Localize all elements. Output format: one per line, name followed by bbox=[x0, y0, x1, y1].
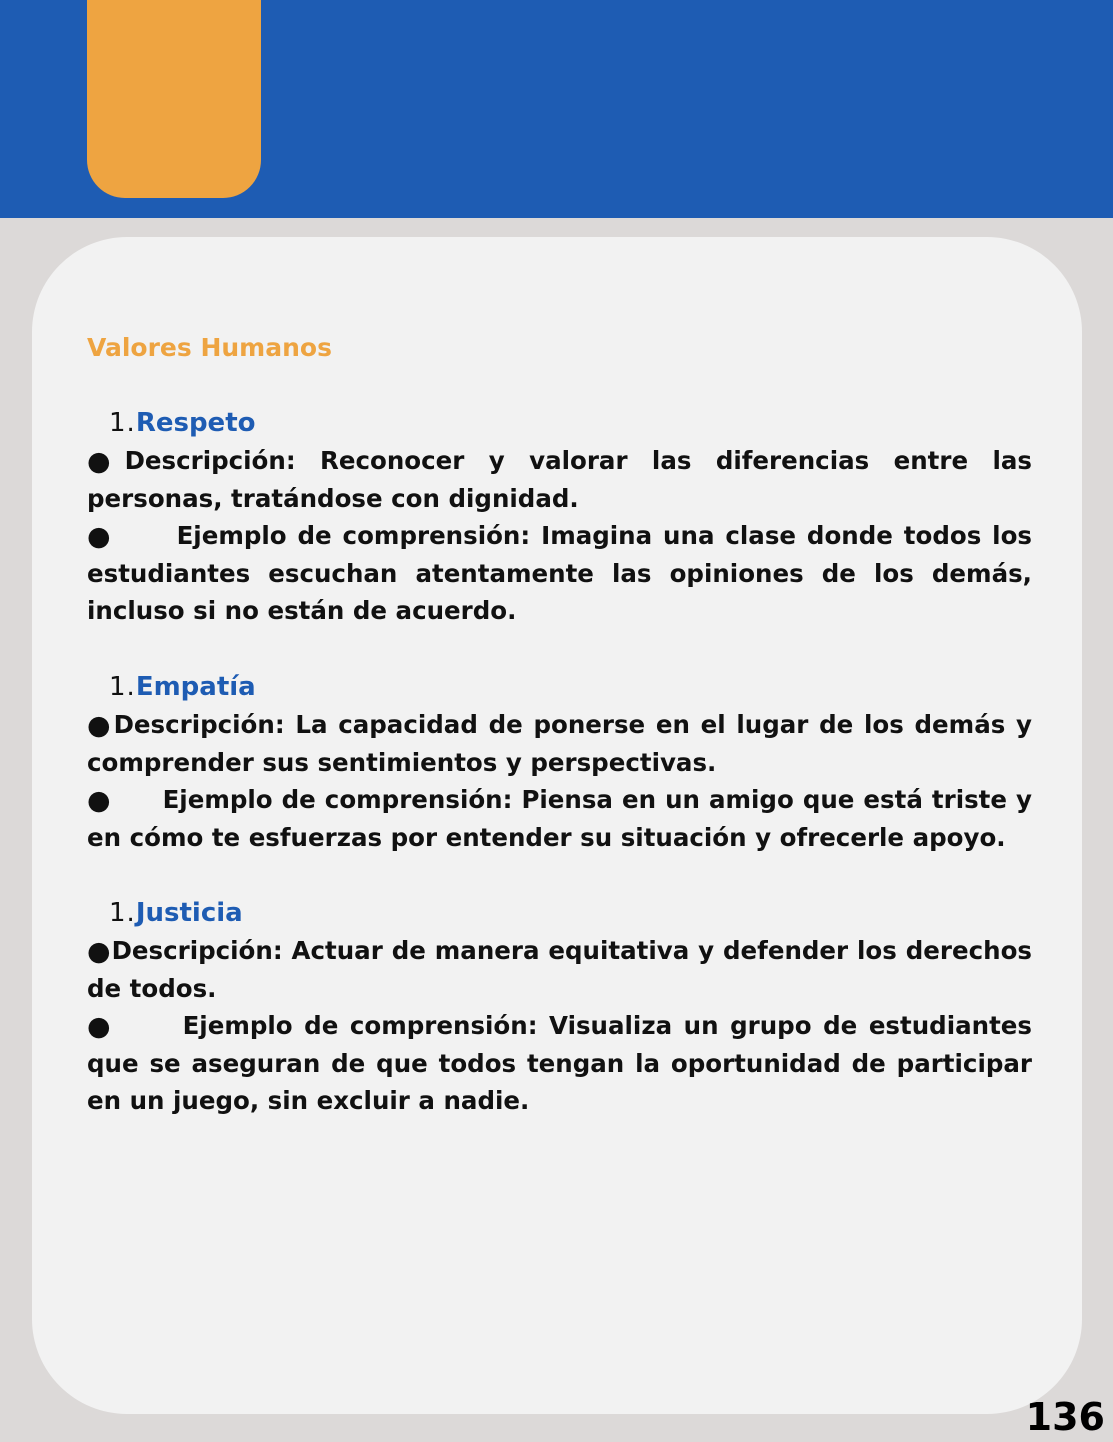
list-number: 1. bbox=[109, 898, 136, 928]
description-text: Descripción: Reconocer y valorar las diferencias entre las personas, tratándose con dignidad. bbox=[87, 446, 1032, 513]
bullet-icon: ● bbox=[87, 521, 111, 553]
list-number: 1. bbox=[109, 672, 136, 702]
section-heading bbox=[109, 894, 1032, 932]
example-paragraph bbox=[87, 517, 1032, 630]
section-title: Empatía bbox=[135, 672, 256, 702]
section-respeto bbox=[87, 404, 1032, 630]
description-paragraph bbox=[87, 442, 1032, 517]
bullet-icon: ● bbox=[87, 1011, 111, 1043]
accent-tab bbox=[87, 0, 261, 198]
example-text: Ejemplo de comprensión: Visualiza un grupo de estudiantes que se aseguran de que todos tengan la oportunidad de participar en un juego, sin excluir a nadie. bbox=[87, 1011, 1032, 1116]
bullet-icon: ● bbox=[87, 936, 111, 967]
document-title: Valores Humanos bbox=[87, 333, 332, 362]
bullet-icon: ● bbox=[87, 710, 111, 741]
description-text: Descripción: La capacidad de ponerse en el lugar de los demás y comprender sus sentimientos y perspectivas. bbox=[87, 710, 1032, 777]
section-empatia bbox=[87, 668, 1032, 856]
page-number: 136 bbox=[1025, 1395, 1105, 1439]
section-justicia bbox=[87, 894, 1032, 1120]
bullet-icon: ● bbox=[87, 785, 111, 817]
bullet-icon: ● bbox=[87, 446, 111, 477]
section-heading bbox=[109, 668, 1032, 706]
description-text: Descripción: Actuar de manera equitativa y defender los derechos de todos. bbox=[87, 936, 1032, 1003]
example-paragraph bbox=[87, 781, 1032, 856]
description-paragraph bbox=[87, 932, 1032, 1007]
example-paragraph bbox=[87, 1007, 1032, 1120]
list-number: 1. bbox=[109, 408, 136, 438]
description-paragraph bbox=[87, 706, 1032, 781]
example-text: Ejemplo de comprensión: Piensa en un amigo que está triste y en cómo te esfuerzas por entender su situación y ofrecerle apoyo. bbox=[87, 785, 1032, 852]
section-title: Respeto bbox=[135, 408, 256, 438]
section-heading bbox=[109, 404, 1032, 442]
section-title: Justicia bbox=[135, 898, 243, 928]
example-text: Ejemplo de comprensión: Imagina una clase donde todos los estudiantes escuchan atentamente las opiniones de los demás, incluso si no están de acuerdo. bbox=[87, 521, 1032, 626]
